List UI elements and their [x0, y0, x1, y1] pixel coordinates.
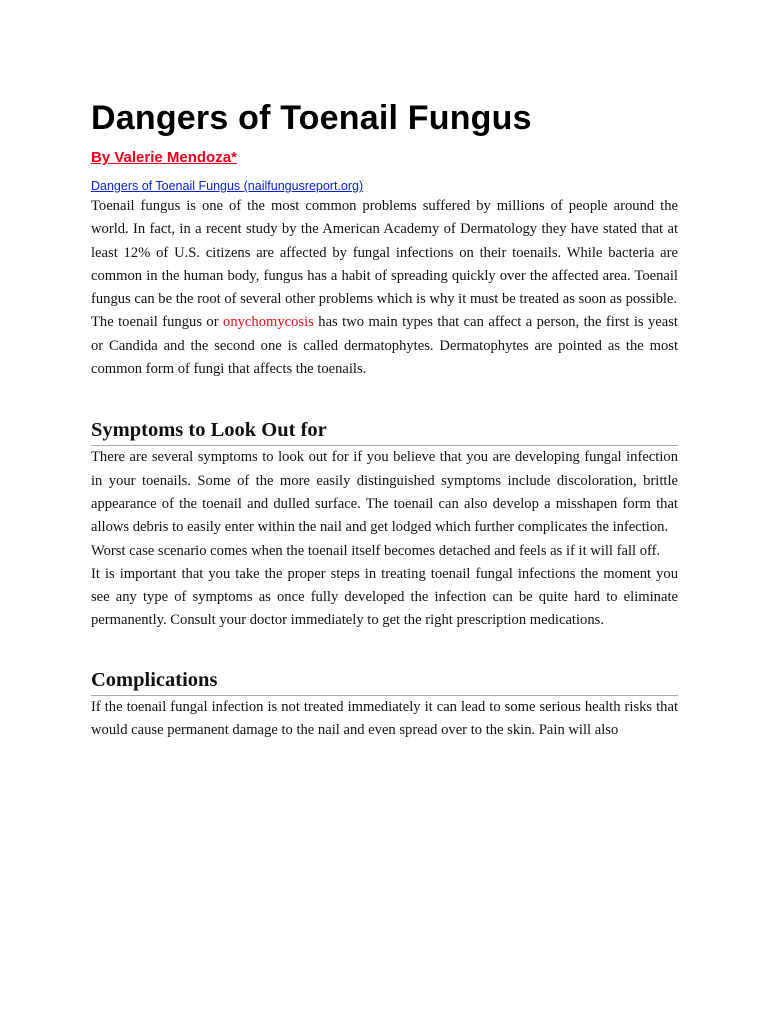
- section-heading-symptoms: Symptoms to Look Out for: [91, 416, 678, 446]
- author-byline: By Valerie Mendoza*: [91, 149, 237, 166]
- paragraph-intro: Toenail fungus is one of the most common problems suffered by millions of people around the world. In fact, in a recent study by the American Academy of Dermatology they have stated that at least 12% of U.S. citizens are affected by fungal infections on their toenails. While bacteria are common in the human body, fungus has a habit of spreading quickly over the affected area. Toenail fungus can be the root of several other problems which is why it must be treated as soon as possible.: [91, 198, 678, 308]
- paragraph-complications: If the toenail fungal infection is not treated immediately it can lead to some serious health risks that would cause permanent damage to the nail and even spread over to the skin. Pain will also: [91, 698, 678, 739]
- paragraph-types-lead: The toenail fungus or: [91, 314, 224, 331]
- paragraph-worst-case: Worst case scenario comes when the toenail itself becomes detached and feels as if it will fall off.: [91, 542, 661, 559]
- paragraph-symptoms: There are several symptoms to look out for if you believe that you are developing fungal infection in your toenails. Some of the more easily distinguished symptoms include discoloration, brittle appearance of the toenail and dulled surface. The toenail can also develop a misshapen form that allows debris to easily enter within the nail and get lodged which further complicates the infection.: [91, 449, 678, 536]
- document-page: [91, 96, 678, 742]
- paragraph-treatment: It is important that you take the proper steps in treating toenail fungal infections the moment you see any type of symptoms as once fully developed the infection can be quite hard to eliminate permanently. Consult your doctor immediately to get the right prescription medications.: [91, 565, 678, 629]
- section-heading-complications: Complications: [91, 666, 678, 696]
- source-link[interactable]: Dangers of Toenail Fungus (nailfungusreport.org): [91, 179, 364, 193]
- article-title: Dangers of Toenail Fungus: [91, 99, 532, 137]
- paragraph-types: [91, 311, 678, 381]
- paragraph-types-rest: has two main types that can affect a person, the first is yeast or Candida and the second one is called dermatophytes. Dermatophytes are pointed as the most common form of fungi that affects the toenails.: [91, 314, 678, 378]
- onychomycosis-term: onychomycosis: [223, 314, 314, 331]
